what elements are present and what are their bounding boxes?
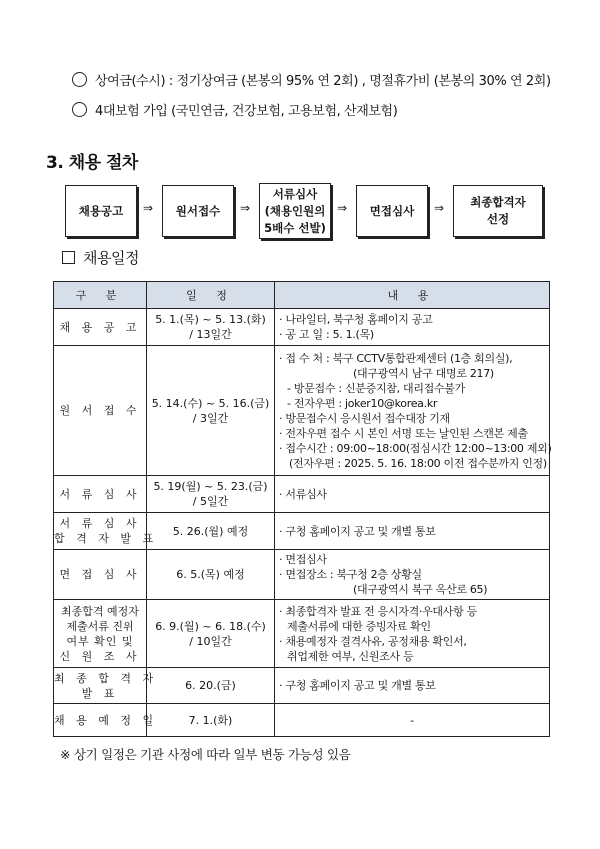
table-row xyxy=(54,476,550,513)
row-content: · 나라일터, 북구청 홈페이지 공고 · 공 고 일 : 5. 1.(목) xyxy=(275,309,550,346)
flow-arrow-icon: ⇒ xyxy=(337,201,348,215)
contact-email: - 전자우편 : joker10@korea.kr xyxy=(287,396,438,410)
row-category: 면 접 심 사 xyxy=(54,550,147,600)
circle-bullet-icon xyxy=(72,72,87,87)
flow-step-document-review: 서류심사 (채용인원의 5배수 선발) xyxy=(259,183,331,239)
flow-arrow-icon: ⇒ xyxy=(240,201,251,215)
flow-step-announcement: 채용공고 xyxy=(65,185,137,237)
table-row xyxy=(54,600,550,668)
row-content: · 구청 홈페이지 공고 및 개별 통보 xyxy=(275,513,550,550)
row-date: 5. 26.(월) 예정 xyxy=(147,513,275,550)
row-date: 6. 5.(목) 예정 xyxy=(147,550,275,600)
row-date: 6. 9.(월) ~ 6. 18.(수) / 10일간 xyxy=(147,600,275,668)
section-title: 3. 채용 절차 xyxy=(46,153,138,173)
header-category: 구 분 xyxy=(54,282,147,309)
table-row xyxy=(54,704,550,737)
row-content: · 구청 홈페이지 공고 및 개별 통보 xyxy=(275,668,550,704)
row-category: 서 류 심 사 xyxy=(54,476,147,513)
table-row xyxy=(54,309,550,346)
flow-arrow-icon: ⇒ xyxy=(143,201,154,215)
square-bullet-icon xyxy=(62,251,75,264)
row-category: 서 류 심 사 합 격 자 발 표 xyxy=(54,513,147,550)
row-content: · 접 수 처 : 북구 CCTV통합관제센터 (1층 회의실), (대구광역시 남구 대명로 217) - 방문접수 : 신분증지참, 대리접수불가 - 전자우편 : joker10@korea.kr · 방문접수시 응시원서 접수대장 기재 · 전자우편 접수 시 본인 서명 또는 날인된 스캔본 제출 · 접수시간 : 09:00~18:00(점심시간 12:00~13:00 제외) (전자우편 : 2025. 5. 16. 18:00 이전 접수분까지 인정) xyxy=(275,346,550,476)
row-category: 원 서 접 수 xyxy=(54,346,147,476)
table-row xyxy=(54,513,550,550)
benefit-insurance: 4대보험 가입 (국민연금, 건강보험, 고용보험, 산재보험) xyxy=(72,100,397,119)
flow-step-final-selection: 최종합격자 선정 xyxy=(453,185,543,237)
table-header-row xyxy=(54,282,550,309)
row-content: · 최종합격자 발표 전 응시자격·우대사항 등 제출서류에 대한 증빙자료 확인 · 채용예정자 결격사유, 공정채용 확인서, 취업제한 여부, 신원조사 등 xyxy=(275,600,550,668)
table-row xyxy=(54,550,550,600)
row-content: · 서류심사 xyxy=(275,476,550,513)
row-category: 채 용 공 고 xyxy=(54,309,147,346)
row-date: 6. 20.(금) xyxy=(147,668,275,704)
table-row xyxy=(54,668,550,704)
header-date: 일 정 xyxy=(147,282,275,309)
flow-step-interview: 면접심사 xyxy=(356,185,428,237)
row-category: 채 용 예 정 일 xyxy=(54,704,147,737)
benefit-bonus: 상여금(수시) : 정기상여금 (본봉의 95% 연 2회) , 명절휴가비 (본봉의 30% 연 2회) xyxy=(72,70,551,89)
hiring-process-flow xyxy=(65,185,545,237)
row-date: 5. 14.(수) ~ 5. 16.(금) / 3일간 xyxy=(147,346,275,476)
table-row xyxy=(54,346,550,476)
schedule-title: 채용일정 xyxy=(62,247,139,268)
circle-bullet-icon xyxy=(72,102,87,117)
schedule-table xyxy=(53,281,550,737)
row-date: 5. 19(월) ~ 5. 23.(금) / 5일간 xyxy=(147,476,275,513)
row-date: 5. 1.(목) ~ 5. 13.(화) / 13일간 xyxy=(147,309,275,346)
row-date: 7. 1.(화) xyxy=(147,704,275,737)
flow-step-application: 원서접수 xyxy=(162,185,234,237)
row-content: · 면접심사 · 면접장소 : 북구청 2층 상황실 (대구광역시 북구 옥산로 65) xyxy=(275,550,550,600)
footnote: ※ 상기 일정은 기관 사정에 따라 일부 변동 가능성 있음 xyxy=(60,747,351,762)
header-content: 내 용 xyxy=(275,282,550,309)
row-category: 최 종 합 격 자 발 표 xyxy=(54,668,147,704)
row-content: - xyxy=(275,704,550,737)
flow-arrow-icon: ⇒ xyxy=(434,201,445,215)
row-category: 최종합격 예정자 제출서류 진위 여부 확인 및 신 원 조 사 xyxy=(54,600,147,668)
